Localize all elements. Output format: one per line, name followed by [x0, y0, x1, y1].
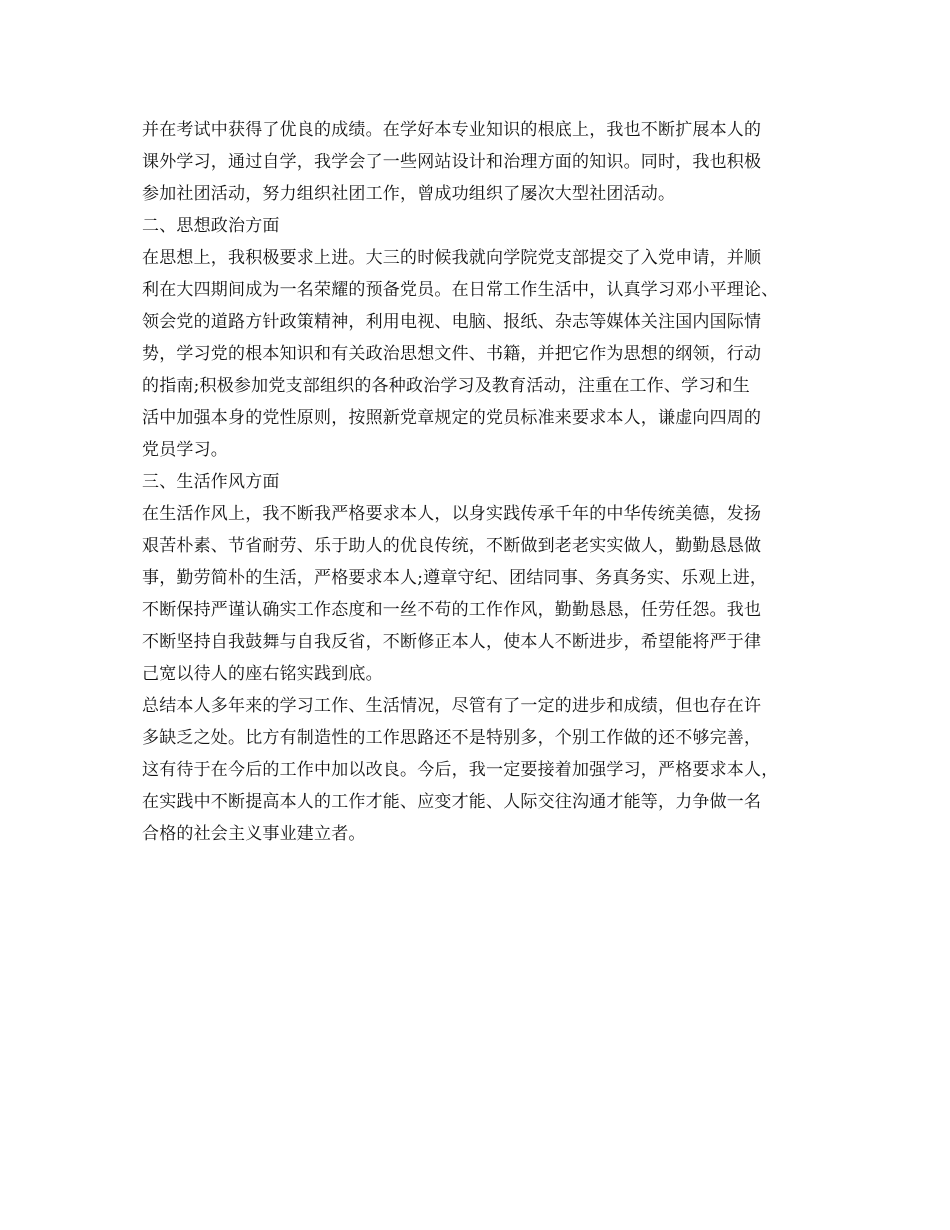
text-line: 总结本人多年来的学习工作、生活情况，尽管有了一定的进步和成绩，但也存在许 — [142, 696, 762, 716]
text-line: 不断保持严谨认确实工作态度和一丝不苟的工作作风，勤勤恳恳，任劳任怨。我也 — [142, 600, 762, 620]
text-line: 己宽以待人的座右铭实践到底。 — [142, 664, 383, 684]
text-line: 这有待于在今后的工作中加以改良。今后，我一定要接着加强学习，严格要求本人， — [142, 760, 779, 780]
text-line: 在生活作风上，我不断我严格要求本人，以身实践传承千年的中华传统美德，发扬 — [142, 504, 762, 524]
text-line: 艰苦朴素、节省耐劳、乐于助人的优良传统，不断做到老老实实做人，勤勤恳恳做 — [142, 536, 762, 556]
text-line: 合格的社会主义事业建立者。 — [142, 824, 366, 844]
text-line: 活中加强本身的党性原则，按照新党章规定的党员标准来要求本人，谦虚向四周的 — [142, 408, 762, 428]
text-line: 党员学习。 — [142, 440, 228, 460]
text-line: 参加社团活动，努力组织社团工作，曾成功组织了屡次大型社团活动。 — [142, 184, 676, 204]
text-line: 事，勤劳简朴的生活，严格要求本人;遵章守纪、团结同事、务真务实、乐观上进， — [142, 568, 768, 588]
text-line: 多缺乏之处。比方有制造性的工作思路还不是特别多，个别工作做的还不够完善， — [142, 728, 762, 748]
document-body — [142, 114, 832, 850]
text-line: 课外学习，通过自学，我学会了一些网站设计和治理方面的知识。同时，我也积极 — [142, 152, 762, 172]
section-heading-ideology: 二、思想政治方面 — [142, 216, 280, 236]
text-line: 在思想上，我积极要求上进。大三的时候我就向学院党支部提交了入党申请，并顺 — [142, 248, 762, 268]
text-line: 的指南;积极参加党支部组织的各种政治学习及教育活动，注重在工作、学习和生 — [142, 376, 750, 396]
text-line: 领会党的道路方针政策精神，利用电视、电脑、报纸、杂志等媒体关注国内国际情 — [142, 312, 762, 332]
section-heading-lifestyle: 三、生活作风方面 — [142, 472, 280, 492]
text-line: 在实践中不断提高本人的工作才能、应变才能、人际交往沟通才能等，力争做一名 — [142, 792, 762, 812]
text-line: 势，学习党的根本知识和有关政治思想文件、书籍，并把它作为思想的纲领，行动 — [142, 344, 762, 364]
text-line: 利在大四期间成为一名荣耀的预备党员。在日常工作生活中，认真学习邓小平理论、 — [142, 280, 779, 300]
text-line: 并在考试中获得了优良的成绩。在学好本专业知识的根底上，我也不断扩展本人的 — [142, 120, 762, 140]
text-line: 不断坚持自我鼓舞与自我反省，不断修正本人，使本人不断进步，希望能将严于律 — [142, 632, 762, 652]
